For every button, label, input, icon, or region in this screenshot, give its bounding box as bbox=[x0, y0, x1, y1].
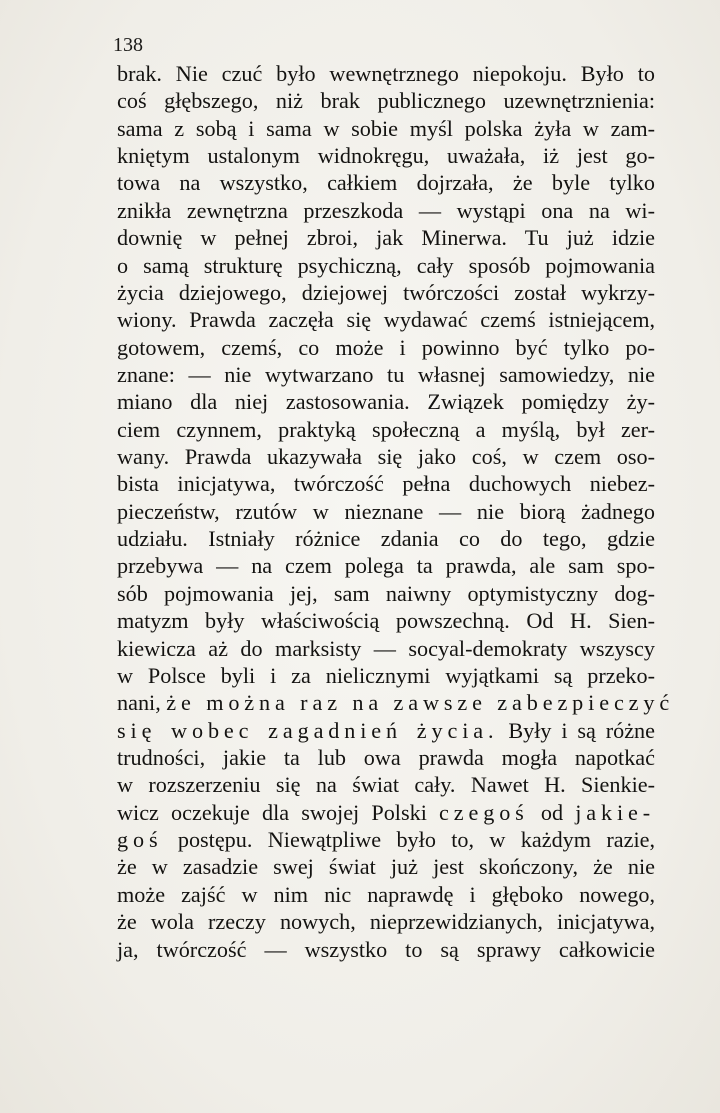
text-line: że w zasadzie swej świat już jest skończony, że nie bbox=[117, 854, 655, 880]
text-line: trudności, jakie ta lub owa prawda mogła napotkać bbox=[117, 744, 655, 770]
text-segment: postępu. Niewątpliwe było to, w każdym razie, bbox=[177, 827, 656, 853]
text-line: może zajść w nim nic naprawdę i głęboko nowego, bbox=[117, 881, 655, 907]
text-line: ciem czynnem, praktyką społeczną a myślą, był zer- bbox=[117, 416, 655, 442]
text-line: ja, twórczość — wszystko to są sprawy całkowicie bbox=[117, 936, 655, 962]
text-line: w Polsce byli i za nielicznymi wyjątkami są przeko- bbox=[117, 662, 655, 688]
text-line: wiony. Prawda zaczęła się wydawać czemś istniejącem, bbox=[117, 307, 655, 333]
text-line: udziału. Istniały różnice zdania co do tego, gdzie bbox=[117, 526, 655, 552]
text-line: towa na wszystko, całkiem dojrzała, że byle tylko bbox=[117, 170, 655, 196]
text-line: miano dla niej zastosowania. Związek pomiędzy ży- bbox=[117, 389, 655, 415]
text-line: przebywa — na czem polega ta prawda, ale sam spo- bbox=[117, 553, 655, 579]
text-line: znane: — nie wytwarzano tu własnej samowiedzy, nie bbox=[117, 361, 655, 387]
text-line: sama z sobą i sama w sobie myśl polska żyła w zam- bbox=[117, 115, 655, 141]
text-line: kiewicza aż do marksisty — socyal-demokraty wszyscy bbox=[117, 635, 655, 661]
body-text bbox=[117, 60, 675, 963]
emphasized-text: goś bbox=[117, 827, 163, 853]
text-line-emphasis bbox=[117, 717, 655, 744]
text-line: znikła zewnętrzna przeszkoda — wystąpi ona na wi- bbox=[117, 197, 655, 223]
text-line: coś głębszego, niż brak publicznego uzewnętrznienia: bbox=[117, 88, 655, 114]
text-line: pieczeństw, rzutów w nieznane — nie biorą żadnego bbox=[117, 498, 655, 524]
emphasized-text: jakie- bbox=[575, 799, 656, 825]
text-line: sób pojmowania jej, sam naiwny optymistyczny dog- bbox=[117, 580, 655, 606]
text-line: gotowem, czemś, co może i powinno być tylko po- bbox=[117, 334, 655, 360]
text-line: że wola rzeczy nowych, nieprzewidzianych, inicjatywa, bbox=[117, 909, 655, 935]
text-line: wany. Prawda ukazywała się jako coś, w czem oso- bbox=[117, 444, 655, 470]
text-segment: nani, bbox=[117, 690, 161, 716]
text-line-emphasis bbox=[117, 799, 655, 826]
text-segment: wicz oczekuje dla swojej Polski bbox=[117, 799, 427, 825]
text-line: w rozszerzeniu się na świat cały. Nawet H. Sienkie- bbox=[117, 772, 655, 798]
text-line: brak. Nie czuć było wewnętrznego niepokoju. Było to bbox=[117, 61, 655, 86]
text-line-emphasis bbox=[117, 826, 655, 853]
text-segment: od bbox=[540, 799, 564, 825]
text-line: życia dziejowego, dziejowej twórczości został wykrzy- bbox=[117, 279, 655, 305]
emphasized-text: że można raz na zawsze zabezpieczyć bbox=[166, 690, 675, 716]
text-line: kniętym ustalonym widnokręgu, uważała, iż jest go- bbox=[117, 143, 655, 169]
text-line: downię w pełnej zbroi, jak Minerwa. Tu już idzie bbox=[117, 225, 655, 251]
text-segment: Były i są różne bbox=[508, 717, 655, 743]
page-number: 138 bbox=[113, 34, 143, 56]
text-line: bista inicjatywa, twórczość pełna duchowych niebez- bbox=[117, 471, 655, 497]
emphasized-text: się wobec zagadnień życia. bbox=[117, 717, 499, 743]
emphasized-text: czegoś bbox=[439, 799, 529, 825]
text-line: matyzm były właściwością powszechną. Od H. Sien- bbox=[117, 608, 655, 634]
text-line-emphasis bbox=[117, 689, 675, 716]
text-line: o samą strukturę psychiczną, cały sposób pojmowania bbox=[117, 252, 655, 278]
